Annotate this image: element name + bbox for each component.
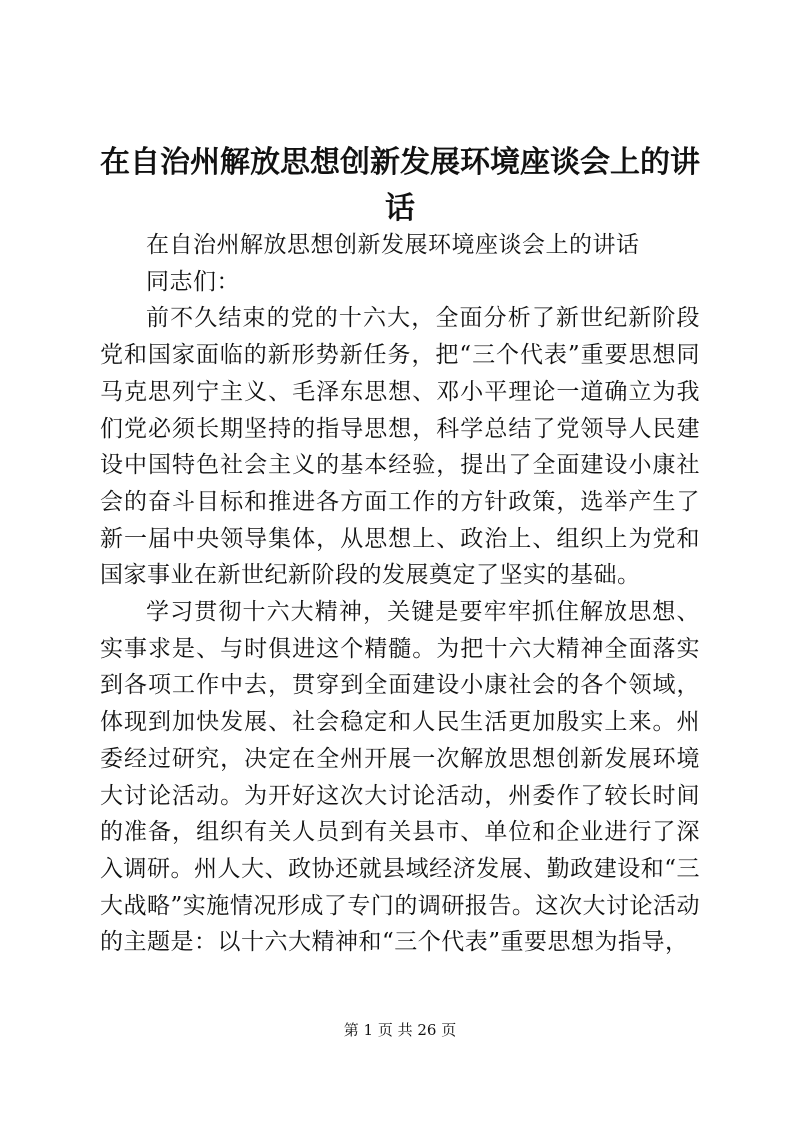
document-body	[100, 227, 700, 961]
document-title: 在自治州解放思想创新发展环境座谈会上的讲话	[100, 145, 700, 226]
body-paragraph-2: 学习贯彻十六大精神，关键是要牢牢抓住解放思想、实事求是、与时俱进这个精髓。为把十六大精神全面落实到各项工作中去，贯穿到全面建设小康社会的各个领域，体现到加快发展、社会稳定和人民生活更加殷实上来。州委经过研究，决定在全州开展一次解放思想创新发展环境大讨论活动。为开好这次大讨论活动，州委作了较长时间的准备，组织有关人员到有关县市、单位和企业进行了深入调研。州人大、政协还就县域经济发展、勤政建设和“三大战略”实施情况形成了专门的调研报告。这次大讨论活动的主题是：以十六大精神和“三个代表”重要思想为指导，	[100, 599, 700, 956]
subtitle-paragraph: 在自治州解放思想创新发展环境座谈会上的讲话	[146, 232, 640, 258]
salutation-paragraph: 同志们：	[146, 268, 240, 295]
page-footer: 第 1 页 共 26 页	[343, 1021, 457, 1039]
body-paragraph-1: 前不久结束的党的十六大，全面分析了新世纪新阶段党和国家面临的新形势新任务，把“三个代表”重要思想同马克思列宁主义、毛泽东思想、邓小平理论一道确立为我们党必须长期坚持的指导思想，科学总结了党领导人民建设中国特色社会主义的基本经验，提出了全面建设小康社会的奋斗目标和推进各方面工作的方针政策，选举产生了新一届中央领导集体，从思想上、政治上、组织上为党和国家事业在新世纪新阶段的发展奠定了坚实的基础。	[100, 305, 700, 589]
